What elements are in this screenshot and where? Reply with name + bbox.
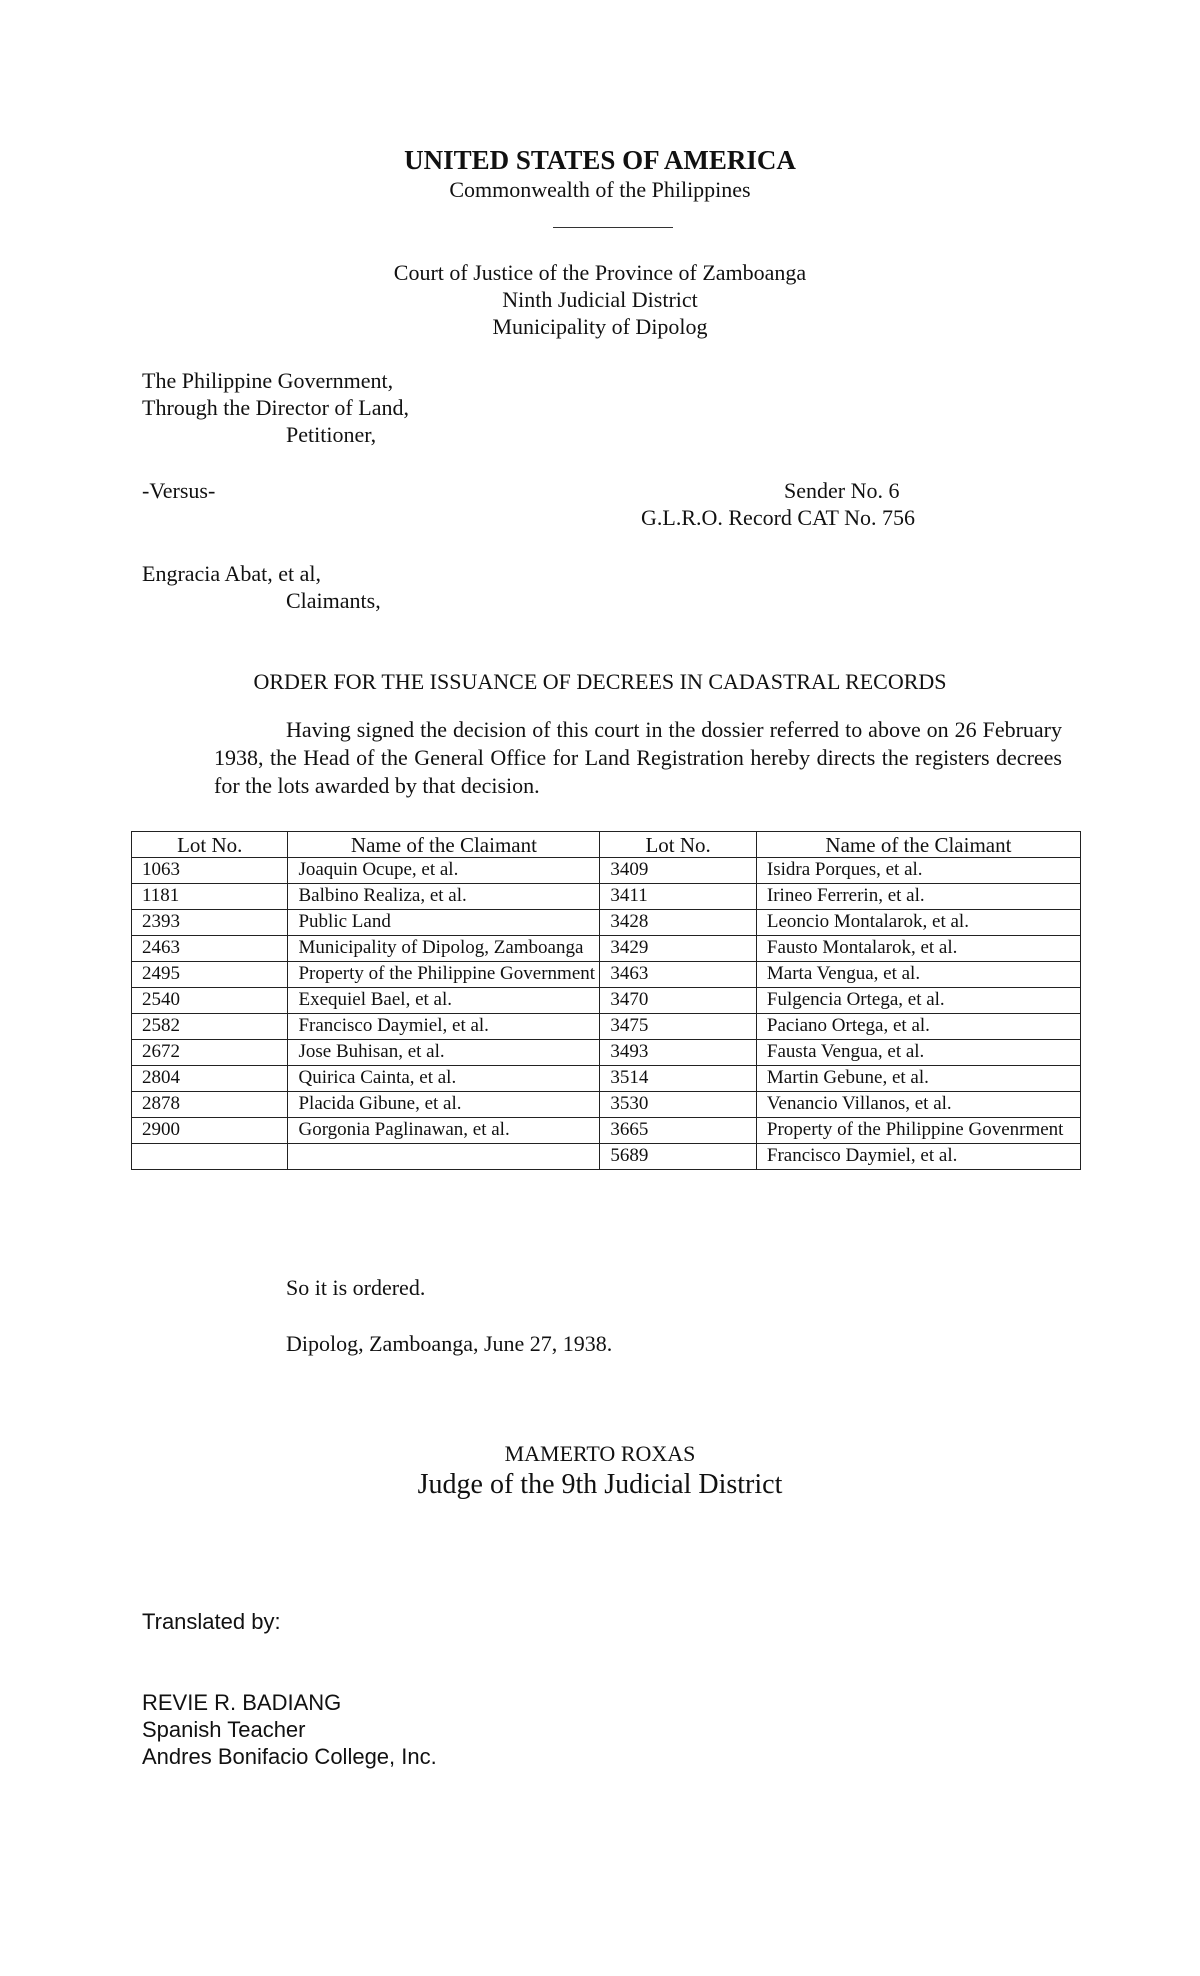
claimant-name-cell: Jose Buhisan, et al.	[288, 1040, 600, 1066]
table-row	[132, 910, 1081, 936]
lot-number: 3530	[600, 1092, 756, 1118]
claimant-name-cell: Public Land	[288, 910, 600, 936]
table-row	[132, 988, 1081, 1014]
claimant-name-cell: Quirica Cainta, et al.	[288, 1066, 600, 1092]
claimant-name-cell: Leoncio Montalarok, et al.	[756, 910, 1080, 936]
lot-number: 2672	[132, 1040, 288, 1066]
table-row	[132, 936, 1081, 962]
claimant-name-cell: Joaquin Ocupe, et al.	[288, 858, 600, 884]
lot-number: 2540	[132, 988, 288, 1014]
lot-number: 2878	[132, 1092, 288, 1118]
claimant-name-cell: Property of the Philippine Government	[288, 962, 600, 988]
lot-number: 2393	[132, 910, 288, 936]
table-row	[132, 1040, 1081, 1066]
petitioner-line-1: The Philippine Government,	[142, 368, 394, 393]
translator-institution: Andres Bonifacio College, Inc.	[142, 1744, 437, 1769]
translated-by-label: Translated by:	[142, 1609, 281, 1634]
municipality-line: Municipality of Dipolog	[492, 314, 708, 339]
district-line: Ninth Judicial District	[502, 287, 698, 312]
judge-title: Judge of the 9th Judicial District	[417, 1469, 783, 1500]
claimant-name-cell	[288, 1144, 600, 1170]
claimant-role: Claimants,	[286, 588, 381, 613]
order-body: Having signed the decision of this court in the dossier referred to above on 26 February 1938, the Head of the General Office for Land Registration hereby directs the registers decrees for the lots awarded by that decision.	[214, 717, 1062, 798]
lot-number	[132, 1144, 288, 1170]
claimant-name-cell: Venancio Villanos, et al.	[756, 1092, 1080, 1118]
lot-number: 3470	[600, 988, 756, 1014]
versus-label: -Versus-	[142, 478, 216, 503]
commonwealth-line: Commonwealth of the Philippines	[449, 177, 751, 202]
table-header-row	[132, 832, 1081, 858]
header-claimant-1: Name of the Claimant	[288, 832, 600, 858]
claimant-name-cell: Francisco Daymiel, et al.	[756, 1144, 1080, 1170]
header-divider	[553, 227, 673, 228]
lots-table	[131, 831, 1081, 1170]
claimant-name-cell: Property of the Philippine Govenrment	[756, 1118, 1080, 1144]
table-row	[132, 962, 1081, 988]
sender-number: Sender No. 6	[784, 478, 900, 503]
lot-number: 3475	[600, 1014, 756, 1040]
so-ordered-line: So it is ordered.	[286, 1275, 426, 1300]
record-number: G.L.R.O. Record CAT No. 756	[641, 505, 915, 530]
lot-number: 2900	[132, 1118, 288, 1144]
claimant-name-cell: Exequiel Bael, et al.	[288, 988, 600, 1014]
claimant-name-cell: Balbino Realiza, et al.	[288, 884, 600, 910]
claimant-name-cell: Fausta Vengua, et al.	[756, 1040, 1080, 1066]
lot-number: 2495	[132, 962, 288, 988]
lot-number: 3493	[600, 1040, 756, 1066]
translator-name: REVIE R. BADIANG	[142, 1690, 342, 1715]
claimant-name-cell: Isidra Porques, et al.	[756, 858, 1080, 884]
claimant-name-cell: Fulgencia Ortega, et al.	[756, 988, 1080, 1014]
lot-number: 2582	[132, 1014, 288, 1040]
lot-number: 2463	[132, 936, 288, 962]
table-row	[132, 1144, 1081, 1170]
petitioner-role: Petitioner,	[286, 422, 377, 447]
claimant-name-cell: Fausto Montalarok, et al.	[756, 936, 1080, 962]
table-row	[132, 1014, 1081, 1040]
claimant-name-cell: Municipality of Dipolog, Zamboanga	[288, 936, 600, 962]
lot-number: 3409	[600, 858, 756, 884]
lot-number: 1063	[132, 858, 288, 884]
table-row	[132, 1066, 1081, 1092]
claimant-name-cell: Francisco Daymiel, et al.	[288, 1014, 600, 1040]
lot-number: 3514	[600, 1066, 756, 1092]
table-row	[132, 884, 1081, 910]
claimant-name-cell: Paciano Ortega, et al.	[756, 1014, 1080, 1040]
lot-number: 5689	[600, 1144, 756, 1170]
lot-number: 3463	[600, 962, 756, 988]
lot-number: 2804	[132, 1066, 288, 1092]
claimant-name-cell: Irineo Ferrerin, et al.	[756, 884, 1080, 910]
lot-number: 3429	[600, 936, 756, 962]
country-heading: UNITED STATES OF AMERICA	[404, 145, 796, 175]
claimant-name-cell: Martin Gebune, et al.	[756, 1066, 1080, 1092]
judge-name: MAMERTO ROXAS	[504, 1441, 696, 1466]
table-row	[132, 1118, 1081, 1144]
table-row	[132, 858, 1081, 884]
claimant-name-cell: Marta Vengua, et al.	[756, 962, 1080, 988]
header-lot-no-2: Lot No.	[600, 832, 756, 858]
claimant-name-cell: Gorgonia Paglinawan, et al.	[288, 1118, 600, 1144]
table-row	[132, 1092, 1081, 1118]
lot-number: 3428	[600, 910, 756, 936]
place-date-line: Dipolog, Zamboanga, June 27, 1938.	[286, 1331, 613, 1356]
header-claimant-2: Name of the Claimant	[756, 832, 1080, 858]
order-title: ORDER FOR THE ISSUANCE OF DECREES IN CADASTRAL RECORDS	[253, 669, 947, 694]
lot-number: 1181	[132, 884, 288, 910]
petitioner-line-2: Through the Director of Land,	[142, 395, 409, 420]
lot-number: 3665	[600, 1118, 756, 1144]
claimant-name: Engracia Abat, et al,	[142, 561, 321, 586]
claimant-name-cell: Placida Gibune, et al.	[288, 1092, 600, 1118]
header-lot-no-1: Lot No.	[132, 832, 288, 858]
translator-position: Spanish Teacher	[142, 1717, 306, 1742]
court-line: Court of Justice of the Province of Zamboanga	[393, 260, 807, 285]
lot-number: 3411	[600, 884, 756, 910]
